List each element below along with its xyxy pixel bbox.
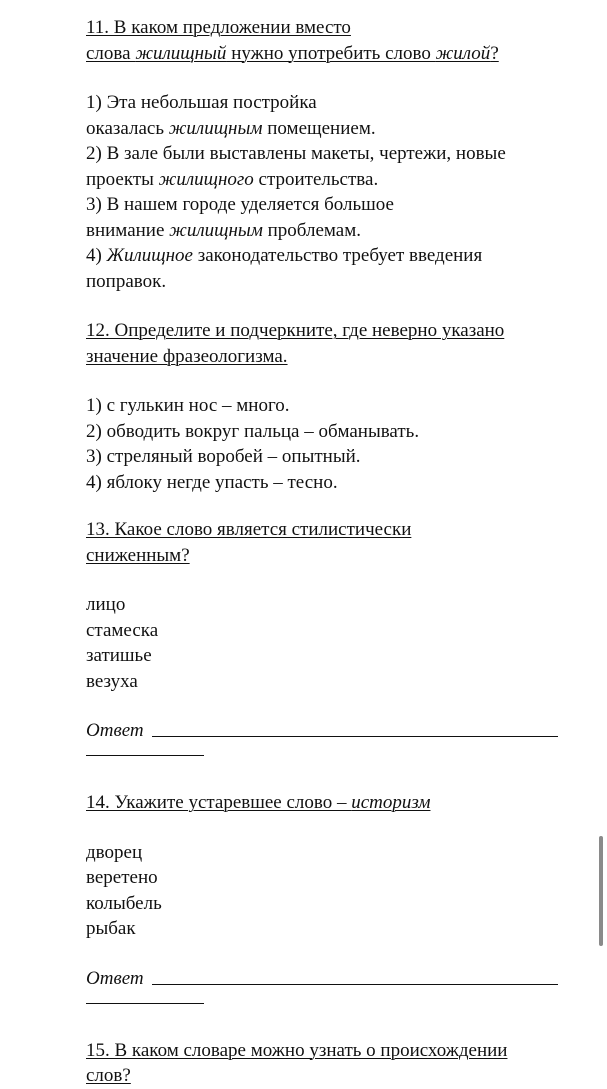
question-13-title-line2: сниженным? xyxy=(86,544,190,566)
q11-option-1-line2 xyxy=(86,116,576,142)
q11-option-4-line2: поправок. xyxy=(86,270,167,292)
q14-answer-field[interactable] xyxy=(86,966,576,991)
q11-text: проблемам. xyxy=(262,219,362,241)
q11-option-3-line1: 3) В нашем городе уделяется большое xyxy=(86,194,394,215)
q14-answer-line-continued xyxy=(86,991,204,1016)
q11-text: помещением. xyxy=(262,117,376,139)
vertical-scrollbar[interactable] xyxy=(599,836,603,946)
question-15-title-line1: 15. В каком словаре можно узнать о происхождении xyxy=(86,1039,508,1061)
q11-text: проекты xyxy=(86,168,159,190)
q13-word: лицо xyxy=(86,594,126,615)
q13-word: везуха xyxy=(86,670,138,692)
q13-word: затишье xyxy=(86,645,152,666)
q12-option: 1) с гулькин нос – много. xyxy=(86,395,290,416)
q11-italic-word: жилищным xyxy=(169,219,263,241)
worksheet-page xyxy=(86,15,576,1089)
q14-answer-line xyxy=(152,984,558,985)
q11-title-text: нужно употребить слово xyxy=(226,42,436,64)
question-15-title-line2: слов? xyxy=(86,1065,131,1086)
q14-title-text: 14. Укажите устаревшее слово – xyxy=(86,792,352,813)
q11-title-word-italic: жилой xyxy=(435,42,491,64)
q14-answer-label: Ответ xyxy=(86,967,144,989)
q13-answer-label: Ответ xyxy=(86,720,144,741)
q11-title-word-italic: жилищный xyxy=(135,42,227,64)
q11-text: законодательство требует введения xyxy=(192,245,483,266)
q11-text: строительства. xyxy=(253,168,379,190)
question-13-title-line1: 13. Какое слово является стилистически xyxy=(86,519,412,540)
q11-italic-word: Жилищное xyxy=(106,245,193,266)
q11-text: оказалась xyxy=(86,117,169,139)
q14-title-italic: историзм xyxy=(351,792,431,813)
question-14-title xyxy=(86,790,576,816)
question-12 xyxy=(86,318,576,495)
q14-word: дворец xyxy=(86,841,143,863)
q14-word: колыбель xyxy=(86,892,162,914)
q12-option: 3) стреляный воробей – опытный. xyxy=(86,446,361,467)
q11-option-3-line2 xyxy=(86,218,576,244)
question-14 xyxy=(86,790,576,1016)
question-11-title-line2 xyxy=(86,41,576,67)
question-11-title-line1: 11. В каком предложении вместо xyxy=(86,17,351,38)
q11-option-2-line2 xyxy=(86,167,576,193)
q11-title-text: ? xyxy=(490,42,499,64)
q11-italic-word: жилищного xyxy=(158,168,254,190)
question-11 xyxy=(86,15,576,294)
q12-option: 4) яблоку негде упасть – тесно. xyxy=(86,471,338,493)
q11-option-4-line1 xyxy=(86,243,576,269)
q11-italic-word: жилищным xyxy=(168,117,263,139)
q11-text: внимание xyxy=(86,219,170,241)
question-15 xyxy=(86,1038,576,1089)
question-13 xyxy=(86,517,576,768)
q11-option-2-line1: 2) В зале были выставлены макеты, чертежи, новые xyxy=(86,143,506,164)
q11-title-text: слова xyxy=(86,42,136,64)
q12-option: 2) обводить вокруг пальца – обманывать. xyxy=(86,420,420,442)
q13-word: стамеска xyxy=(86,619,159,641)
q11-text: 4) xyxy=(86,245,107,266)
q13-answer-field[interactable] xyxy=(86,718,576,743)
question-12-title-line2: значение фразеологизма. xyxy=(86,345,288,367)
q14-word: рыбак xyxy=(86,918,136,939)
q14-word: веретено xyxy=(86,867,158,888)
q13-answer-line-continued xyxy=(86,743,204,768)
q13-answer-line xyxy=(152,736,558,737)
question-12-title-line1: 12. Определите и подчеркните, где неверно указано xyxy=(86,320,505,341)
q11-option-1-line1: 1) Эта небольшая постройка xyxy=(86,92,317,113)
